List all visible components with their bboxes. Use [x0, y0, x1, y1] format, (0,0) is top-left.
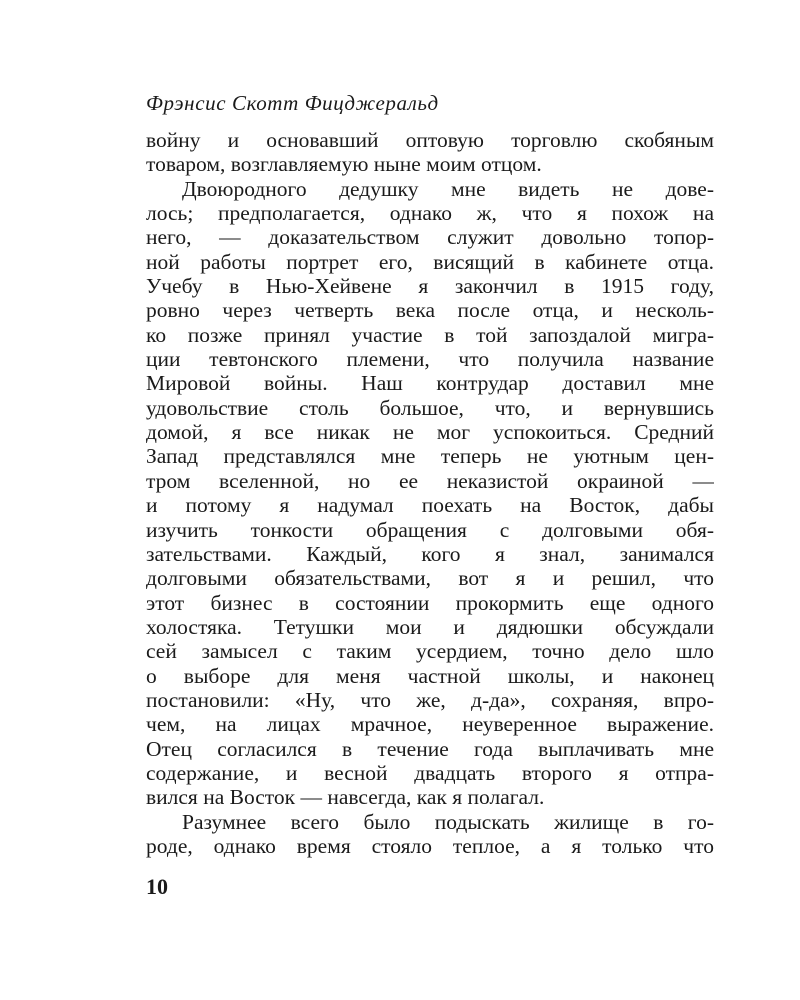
body-text: [146, 128, 714, 858]
text-line: удовольствие столь большое, что, и вернувшись: [146, 395, 714, 420]
text-line: ции тевтонского племени, что получила название: [146, 347, 714, 372]
text-line: Разумнее всего было подыскать жилище в го-: [182, 809, 714, 834]
text-line: товаром, возглавляемую ныне моим отцом.: [146, 152, 542, 177]
text-line: ровно через четверть века после отца, и несколь-: [146, 298, 714, 323]
text-line: Учебу в Нью-Хейвене я закончил в 1915 году,: [146, 274, 714, 299]
text-line: этот бизнес в состоянии прокормить еще одного: [146, 590, 714, 615]
text-line: лось; предполагается, однако ж, что я похож на: [146, 201, 714, 226]
text-line: постановили: «Ну, что же, д-да», сохраняя, впро-: [146, 687, 714, 712]
text-line: сей замысел с таким усердием, точно дело шло: [146, 639, 714, 664]
text-line: долговыми обязательствами, вот я и решил, что: [146, 566, 714, 591]
text-line: него, — доказательством служит довольно топор-: [146, 225, 714, 250]
running-head: Фрэнсис Скотт Фицджеральд: [146, 91, 439, 115]
text-line: ной работы портрет его, висящий в кабинете отца.: [146, 249, 714, 274]
text-line: о выборе для меня частной школы, и наконец: [146, 663, 714, 688]
text-line: тром вселенной, но ее неказистой окраиной —: [146, 468, 714, 493]
page-number: 10: [146, 874, 168, 899]
text-line: Запад представлялся мне теперь не уютным цен-: [146, 444, 714, 469]
text-line: домой, я все никак не мог успокоиться. Средний: [146, 420, 714, 445]
text-line: чем, на лицах мрачное, неуверенное выражение.: [146, 712, 714, 737]
text-line: содержание, и весной двадцать второго я отпра-: [146, 760, 714, 785]
text-line: Мировой войны. Наш контрудар доставил мне: [146, 371, 714, 396]
text-line: Двоюродного дедушку мне видеть не дове-: [182, 176, 714, 201]
text-line: изучить тонкости обращения с долговыми обя-: [146, 517, 714, 542]
text-line: войну и основавший оптовую торговлю скобяным: [146, 128, 714, 152]
text-line: ко позже принял участие в той запоздалой мигра-: [146, 322, 714, 347]
text-line: роде, однако время стояло теплое, а я только что: [146, 833, 714, 858]
text-line: вился на Восток — навсегда, как я полагал.: [146, 785, 545, 810]
text-line: холостяка. Тетушки мои и дядюшки обсуждали: [146, 614, 714, 639]
book-page: [146, 90, 714, 920]
text-line: зательствами. Каждый, кого я знал, занимался: [146, 541, 714, 566]
text-line: Отец согласился в течение года выплачивать мне: [146, 736, 714, 761]
text-line: и потому я надумал поехать на Восток, дабы: [146, 493, 714, 518]
